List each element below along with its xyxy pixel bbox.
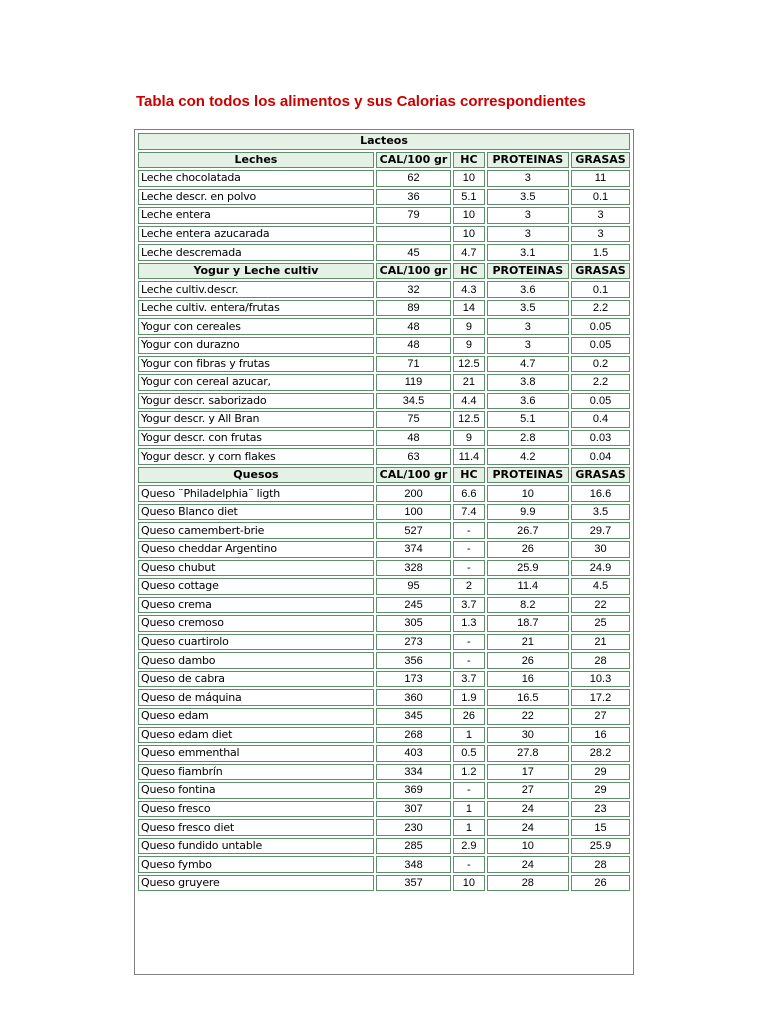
cell-food-name: Queso emmenthal: [138, 745, 374, 762]
cell-proteinas: 3.5: [487, 189, 569, 206]
cell-food-name: Leche entera azucarada: [138, 226, 374, 243]
cell-hc: 4.7: [453, 244, 485, 261]
cell-proteinas: 9.9: [487, 504, 569, 521]
cell-grasas: 0.05: [571, 318, 630, 335]
cell-grasas: 0.04: [571, 448, 630, 465]
cell-proteinas: 3.8: [487, 374, 569, 391]
table-row: [138, 560, 630, 577]
cell-food-name: Yogur descr. con frutas: [138, 430, 374, 447]
cell-food-name: Yogur con cereales: [138, 318, 374, 335]
cell-food-name: Leche descr. en polvo: [138, 189, 374, 206]
cell-hc: -: [453, 560, 485, 577]
cell-grasas: 29.7: [571, 522, 630, 539]
cell-proteinas: 24: [487, 856, 569, 873]
table-row: [138, 207, 630, 224]
cell-cal: 527: [376, 522, 451, 539]
table-row: [138, 522, 630, 539]
table-row: [138, 374, 630, 391]
cell-food-name: Yogur con cereal azucar,: [138, 374, 374, 391]
cell-proteinas: 27: [487, 782, 569, 799]
cell-hc: 10: [453, 170, 485, 187]
cell-hc: 3.7: [453, 597, 485, 614]
cell-food-name: Yogur con fibras y frutas: [138, 356, 374, 373]
cell-food-name: Queso fresco diet: [138, 819, 374, 836]
cell-cal: 328: [376, 560, 451, 577]
table-row: [138, 671, 630, 688]
cell-grasas: 30: [571, 541, 630, 558]
cell-hc: 1: [453, 801, 485, 818]
cell-food-name: Queso fresco: [138, 801, 374, 818]
cell-food-name: Queso ¨Philadelphia¨ ligth: [138, 485, 374, 502]
cell-hc: 1.2: [453, 764, 485, 781]
cell-hc: 9: [453, 430, 485, 447]
cell-proteinas: 16: [487, 671, 569, 688]
cell-grasas: 0.1: [571, 189, 630, 206]
cell-proteinas: 3: [487, 207, 569, 224]
cell-cal: 71: [376, 356, 451, 373]
cell-food-name: Queso dambo: [138, 652, 374, 669]
cell-proteinas: 4.2: [487, 448, 569, 465]
cell-food-name: Queso de cabra: [138, 671, 374, 688]
cell-proteinas: 3.1: [487, 244, 569, 261]
cell-proteinas: 24: [487, 819, 569, 836]
cell-grasas: 3.5: [571, 504, 630, 521]
header-hc: HC: [453, 152, 485, 169]
cell-proteinas: 21: [487, 634, 569, 651]
cell-grasas: 17.2: [571, 689, 630, 706]
food-table: [136, 131, 632, 893]
cell-proteinas: 30: [487, 727, 569, 744]
cell-grasas: 0.2: [571, 356, 630, 373]
cell-hc: 10: [453, 226, 485, 243]
cell-hc: 1: [453, 727, 485, 744]
cell-proteinas: 4.7: [487, 356, 569, 373]
cell-cal: 32: [376, 281, 451, 298]
cell-proteinas: 28: [487, 875, 569, 892]
cell-cal: 36: [376, 189, 451, 206]
cell-hc: -: [453, 782, 485, 799]
cell-grasas: 0.4: [571, 411, 630, 428]
table-row: [138, 226, 630, 243]
cell-grasas: 0.1: [571, 281, 630, 298]
cell-hc: 12.5: [453, 411, 485, 428]
cell-food-name: Leche cultiv. entera/frutas: [138, 300, 374, 317]
cell-cal: 268: [376, 727, 451, 744]
cell-grasas: 24.9: [571, 560, 630, 577]
cell-food-name: Queso cremoso: [138, 615, 374, 632]
cell-grasas: 1.5: [571, 244, 630, 261]
table-row: [138, 281, 630, 298]
section-name: Leches: [138, 152, 374, 169]
cell-grasas: 10.3: [571, 671, 630, 688]
table-row: [138, 356, 630, 373]
cell-cal: 273: [376, 634, 451, 651]
cell-cal: 75: [376, 411, 451, 428]
table-row: [138, 411, 630, 428]
cell-cal: 173: [376, 671, 451, 688]
cell-food-name: Queso crema: [138, 597, 374, 614]
cell-cal: 95: [376, 578, 451, 595]
table-row: [138, 634, 630, 651]
cell-grasas: 0.05: [571, 337, 630, 354]
cell-food-name: Yogur con durazno: [138, 337, 374, 354]
table-row: [138, 727, 630, 744]
header-grasas: GRASAS: [571, 263, 630, 280]
cell-proteinas: 26: [487, 652, 569, 669]
cell-hc: 1: [453, 819, 485, 836]
cell-grasas: 15: [571, 819, 630, 836]
cell-hc: 0.5: [453, 745, 485, 762]
cell-cal: 48: [376, 430, 451, 447]
table-row: [138, 838, 630, 855]
cell-grasas: 25: [571, 615, 630, 632]
cell-food-name: Queso cheddar Argentino: [138, 541, 374, 558]
cell-food-name: Queso edam diet: [138, 727, 374, 744]
table-row: [138, 745, 630, 762]
cell-cal: 374: [376, 541, 451, 558]
cell-proteinas: 2.8: [487, 430, 569, 447]
cell-food-name: Queso gruyere: [138, 875, 374, 892]
header-proteinas: PROTEINAS: [487, 152, 569, 169]
table-row: [138, 393, 630, 410]
cell-grasas: 27: [571, 708, 630, 725]
cell-cal: 48: [376, 318, 451, 335]
cell-hc: 10: [453, 875, 485, 892]
cell-cal: 45: [376, 244, 451, 261]
cell-food-name: Leche cultiv.descr.: [138, 281, 374, 298]
cell-food-name: Leche chocolatada: [138, 170, 374, 187]
cell-proteinas: 3.5: [487, 300, 569, 317]
cell-hc: 3.7: [453, 671, 485, 688]
cell-hc: 9: [453, 318, 485, 335]
cell-cal: 334: [376, 764, 451, 781]
cell-cal: 48: [376, 337, 451, 354]
cell-hc: 10: [453, 207, 485, 224]
cell-proteinas: 24: [487, 801, 569, 818]
cell-grasas: 23: [571, 801, 630, 818]
cell-grasas: 29: [571, 764, 630, 781]
cell-cal: 348: [376, 856, 451, 873]
cell-cal: 79: [376, 207, 451, 224]
cell-cal: 360: [376, 689, 451, 706]
cell-cal: 357: [376, 875, 451, 892]
cell-hc: 7.4: [453, 504, 485, 521]
cell-grasas: 28: [571, 652, 630, 669]
cell-hc: 11.4: [453, 448, 485, 465]
table-row: [138, 708, 630, 725]
cell-hc: -: [453, 652, 485, 669]
cell-food-name: Queso de máquina: [138, 689, 374, 706]
cell-hc: 4.3: [453, 281, 485, 298]
table-row: [138, 652, 630, 669]
section-header-row: [138, 467, 630, 484]
cell-grasas: 26: [571, 875, 630, 892]
cell-proteinas: 3: [487, 318, 569, 335]
cell-proteinas: 5.1: [487, 411, 569, 428]
cell-food-name: Leche descremada: [138, 244, 374, 261]
cell-hc: 2: [453, 578, 485, 595]
table-title: Lacteos: [138, 133, 630, 150]
cell-cal: 285: [376, 838, 451, 855]
cell-cal: 245: [376, 597, 451, 614]
table-row: [138, 541, 630, 558]
cell-food-name: Queso fundido untable: [138, 838, 374, 855]
cell-cal: 369: [376, 782, 451, 799]
section-header-row: [138, 263, 630, 280]
cell-proteinas: 3: [487, 226, 569, 243]
header-proteinas: PROTEINAS: [487, 263, 569, 280]
cell-grasas: 0.05: [571, 393, 630, 410]
cell-grasas: 21: [571, 634, 630, 651]
table-row: [138, 782, 630, 799]
cell-grasas: 28: [571, 856, 630, 873]
cell-grasas: 28.2: [571, 745, 630, 762]
cell-grasas: 3: [571, 207, 630, 224]
cell-grasas: 2.2: [571, 300, 630, 317]
cell-food-name: Queso cuartirolo: [138, 634, 374, 651]
cell-proteinas: 3: [487, 337, 569, 354]
header-hc: HC: [453, 263, 485, 280]
cell-proteinas: 17: [487, 764, 569, 781]
cell-hc: -: [453, 541, 485, 558]
table-row: [138, 337, 630, 354]
cell-food-name: Queso chubut: [138, 560, 374, 577]
cell-cal: 356: [376, 652, 451, 669]
food-table-body: [138, 133, 630, 891]
table-row: [138, 615, 630, 632]
cell-food-name: Yogur descr. y corn flakes: [138, 448, 374, 465]
table-row: [138, 819, 630, 836]
cell-cal: 63: [376, 448, 451, 465]
cell-grasas: 0.03: [571, 430, 630, 447]
cell-food-name: Leche entera: [138, 207, 374, 224]
section-name: Quesos: [138, 467, 374, 484]
header-cal: CAL/100 gr: [376, 152, 451, 169]
table-row: [138, 689, 630, 706]
cell-cal: 345: [376, 708, 451, 725]
cell-cal: 100: [376, 504, 451, 521]
cell-grasas: 16.6: [571, 485, 630, 502]
cell-proteinas: 3.6: [487, 393, 569, 410]
cell-hc: 4.4: [453, 393, 485, 410]
cell-hc: 1.9: [453, 689, 485, 706]
page-title: Tabla con todos los alimentos y sus Calorias correspondientes: [136, 93, 586, 110]
table-row: [138, 485, 630, 502]
table-row: [138, 448, 630, 465]
cell-hc: -: [453, 856, 485, 873]
cell-food-name: Yogur descr. saborizado: [138, 393, 374, 410]
cell-proteinas: 8.2: [487, 597, 569, 614]
cell-proteinas: 26: [487, 541, 569, 558]
cell-proteinas: 22: [487, 708, 569, 725]
cell-food-name: Queso fontina: [138, 782, 374, 799]
cell-hc: 26: [453, 708, 485, 725]
table-row: [138, 300, 630, 317]
cell-hc: 5.1: [453, 189, 485, 206]
cell-food-name: Queso camembert-brie: [138, 522, 374, 539]
cell-proteinas: 26.7: [487, 522, 569, 539]
cell-proteinas: 10: [487, 838, 569, 855]
cell-grasas: 16: [571, 727, 630, 744]
cell-food-name: Yogur descr. y All Bran: [138, 411, 374, 428]
cell-cal: 119: [376, 374, 451, 391]
cell-cal: 305: [376, 615, 451, 632]
table-title-row: [138, 133, 630, 150]
table-row: [138, 875, 630, 892]
cell-cal: 89: [376, 300, 451, 317]
cell-cal: 307: [376, 801, 451, 818]
header-cal: CAL/100 gr: [376, 263, 451, 280]
section-header-row: [138, 152, 630, 169]
cell-proteinas: 18.7: [487, 615, 569, 632]
cell-cal: 200: [376, 485, 451, 502]
cell-hc: -: [453, 522, 485, 539]
header-cal: CAL/100 gr: [376, 467, 451, 484]
cell-hc: 6.6: [453, 485, 485, 502]
header-hc: HC: [453, 467, 485, 484]
cell-grasas: 2.2: [571, 374, 630, 391]
cell-food-name: Queso Blanco diet: [138, 504, 374, 521]
header-grasas: GRASAS: [571, 467, 630, 484]
cell-food-name: Queso fymbo: [138, 856, 374, 873]
cell-grasas: 11: [571, 170, 630, 187]
section-name: Yogur y Leche cultiv: [138, 263, 374, 280]
table-row: [138, 244, 630, 261]
cell-hc: 12.5: [453, 356, 485, 373]
food-table-container: [134, 129, 634, 975]
cell-proteinas: 3: [487, 170, 569, 187]
cell-hc: 21: [453, 374, 485, 391]
table-row: [138, 801, 630, 818]
cell-grasas: 25.9: [571, 838, 630, 855]
cell-cal: 230: [376, 819, 451, 836]
table-row: [138, 318, 630, 335]
cell-food-name: Queso cottage: [138, 578, 374, 595]
table-row: [138, 170, 630, 187]
cell-proteinas: 10: [487, 485, 569, 502]
cell-proteinas: 27.8: [487, 745, 569, 762]
cell-grasas: 3: [571, 226, 630, 243]
cell-hc: -: [453, 634, 485, 651]
table-row: [138, 578, 630, 595]
cell-cal: 403: [376, 745, 451, 762]
cell-hc: 2.9: [453, 838, 485, 855]
cell-cal: 34.5: [376, 393, 451, 410]
cell-hc: 14: [453, 300, 485, 317]
cell-grasas: 4.5: [571, 578, 630, 595]
cell-proteinas: 3.6: [487, 281, 569, 298]
table-row: [138, 856, 630, 873]
table-row: [138, 504, 630, 521]
cell-grasas: 29: [571, 782, 630, 799]
cell-proteinas: 11.4: [487, 578, 569, 595]
cell-proteinas: 16.5: [487, 689, 569, 706]
header-proteinas: PROTEINAS: [487, 467, 569, 484]
cell-grasas: 22: [571, 597, 630, 614]
table-row: [138, 764, 630, 781]
cell-proteinas: 25.9: [487, 560, 569, 577]
cell-food-name: Queso fiambrín: [138, 764, 374, 781]
cell-hc: 9: [453, 337, 485, 354]
cell-cal: 62: [376, 170, 451, 187]
table-row: [138, 189, 630, 206]
table-row: [138, 430, 630, 447]
cell-food-name: Queso edam: [138, 708, 374, 725]
cell-hc: 1.3: [453, 615, 485, 632]
cell-cal: [376, 226, 451, 243]
table-row: [138, 597, 630, 614]
header-grasas: GRASAS: [571, 152, 630, 169]
